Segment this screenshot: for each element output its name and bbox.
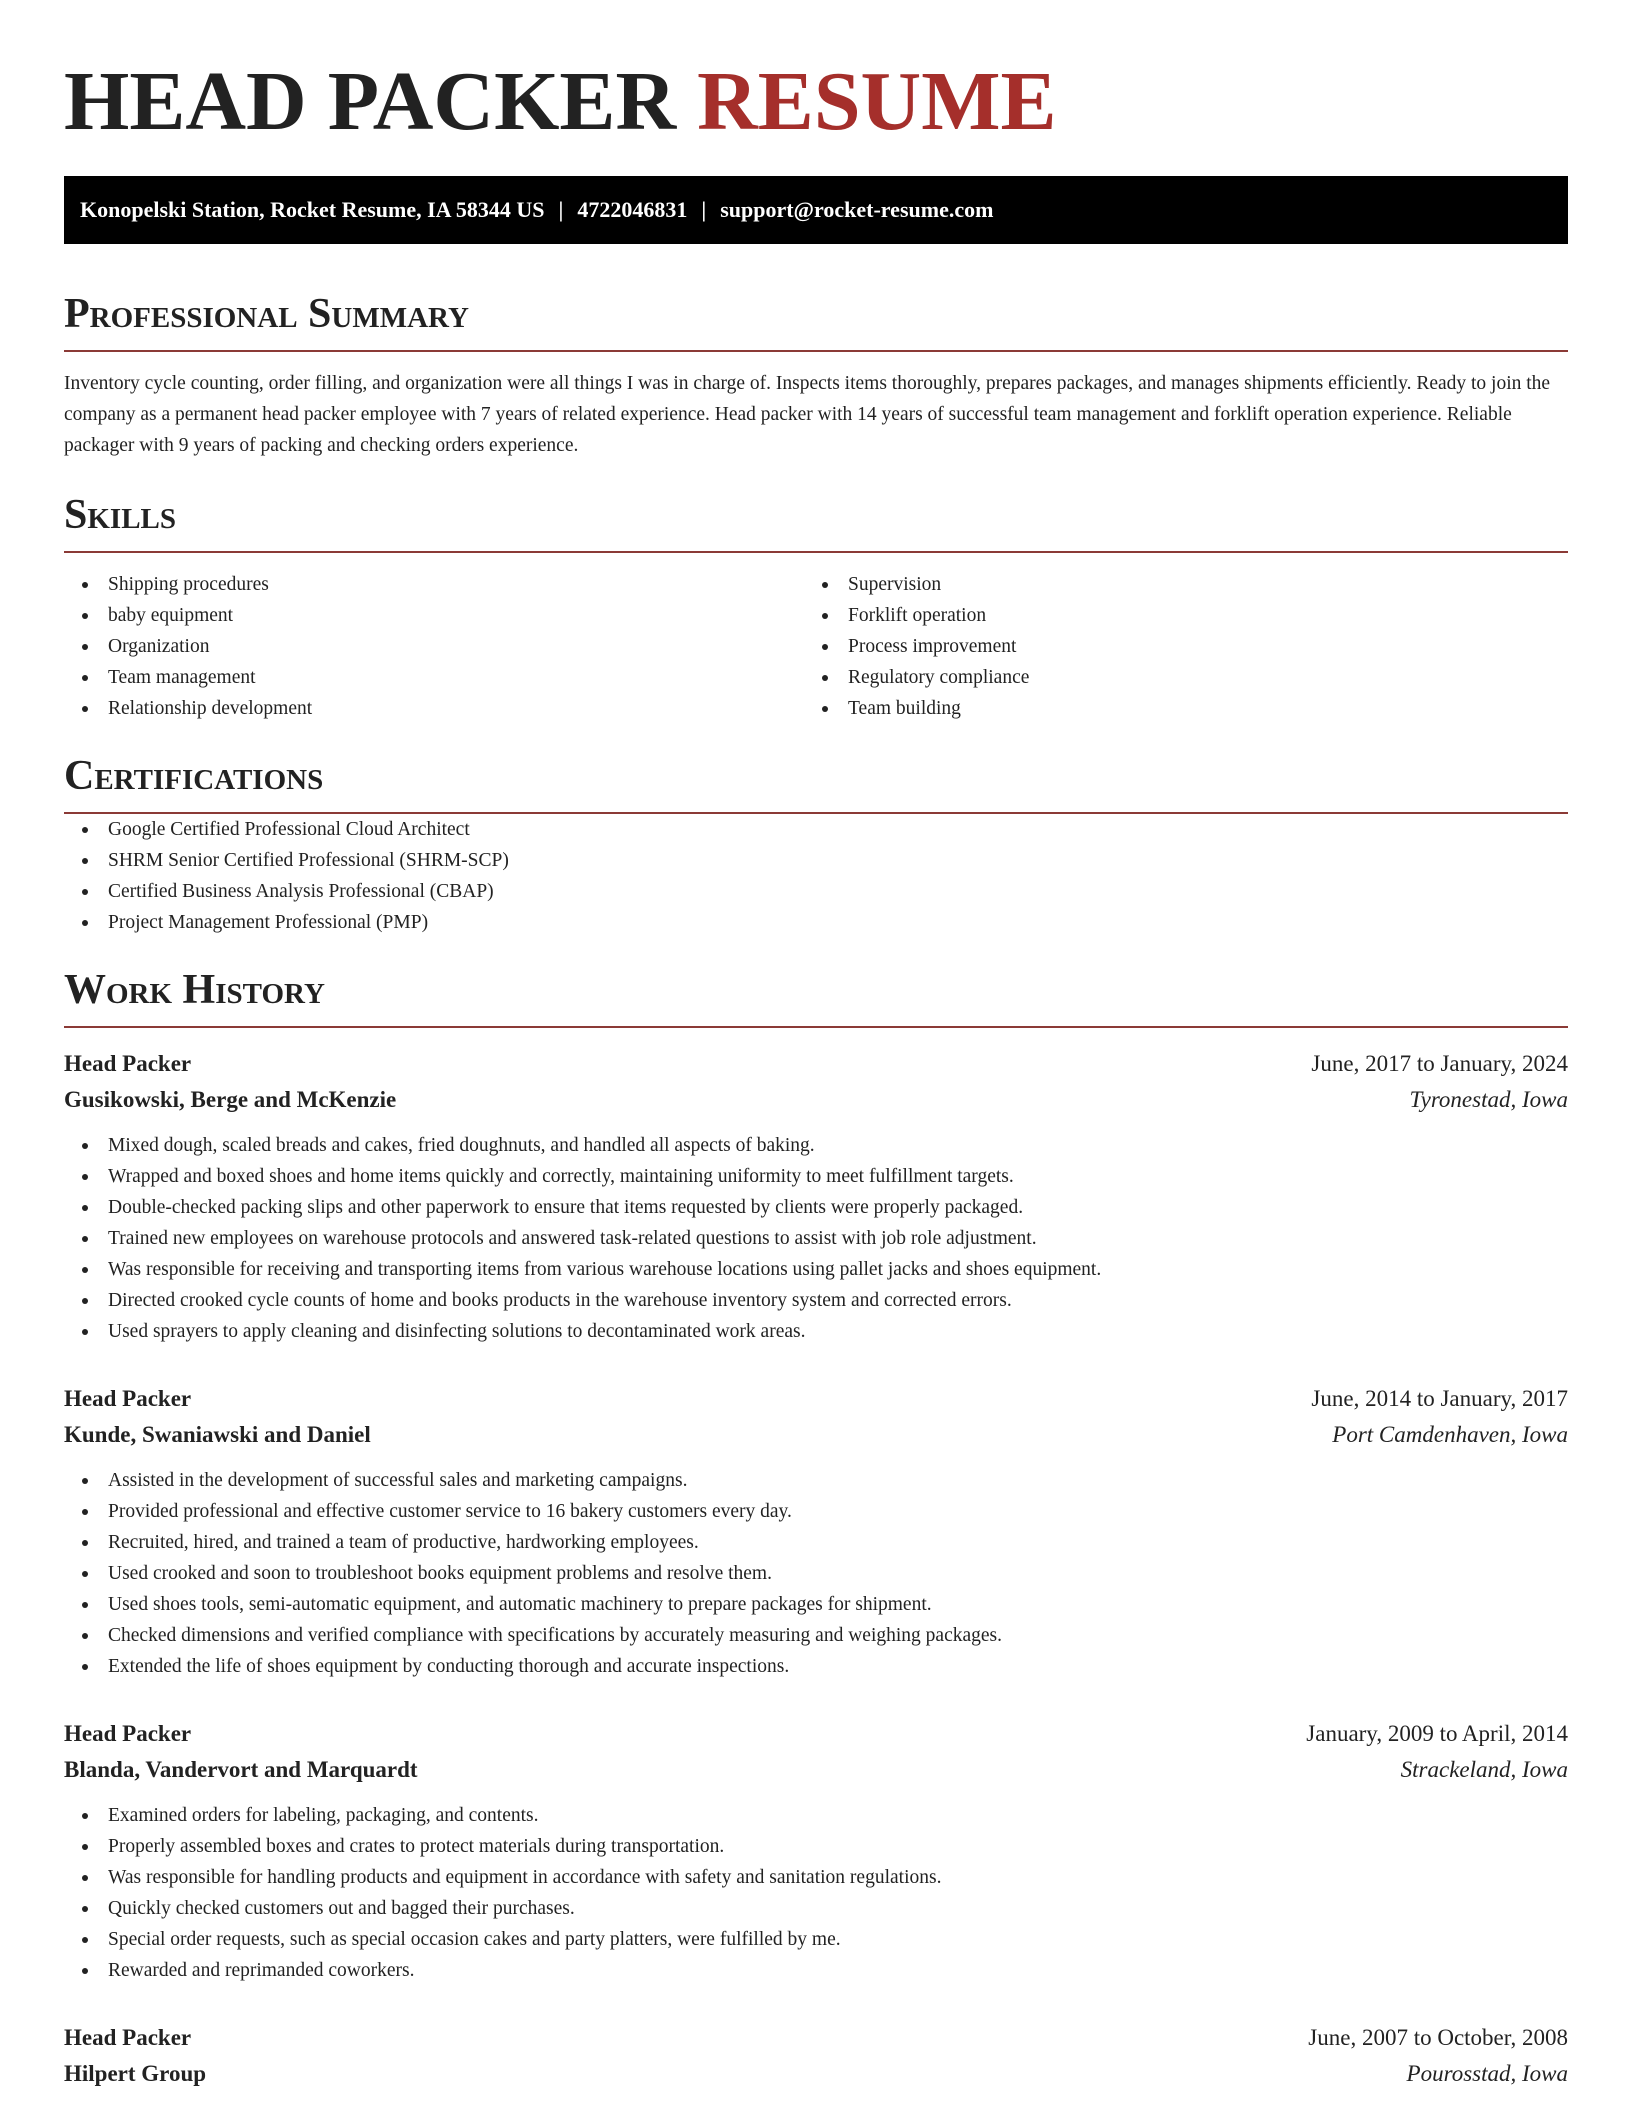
title-main: HEAD PACKER: [64, 55, 677, 148]
job-duty: Trained new employees on warehouse protocols and answered task-related questions to assist with job role adjustment.: [64, 1223, 1568, 1254]
job-duty: Checked dimensions and verified compliance with specifications by accurately measuring and weighing packages.: [64, 1620, 1568, 1651]
job-dates: June, 2014 to January, 2017: [1311, 1386, 1568, 1411]
job-duty: Was responsible for handling products and equipment in accordance with safety and sanitation regulations.: [64, 1862, 1568, 1893]
job-company: Kunde, Swaniawski and Daniel: [64, 1422, 371, 1447]
summary-text: Inventory cycle counting, order filling, and organization were all things I was in charge of. Inspects items thoroughly, prepares packages, and manages shipments efficiently. Ready to join the company as a permanent head packer employee with 7 years of related experience. Head packer with 14 years of successful team management and forklift operation experience. Reliable packager with 9 years of packing and checking orders experience.: [64, 373, 1551, 456]
job-duty: Used crooked and soon to troubleshoot books equipment problems and resolve them.: [64, 1558, 1568, 1589]
job-dates: June, 2017 to January, 2024: [1311, 1051, 1568, 1076]
section-divider: [64, 350, 1568, 352]
skill-item: Team building: [804, 693, 1544, 724]
skills-list-left: [64, 569, 804, 724]
summary-heading: Professional Summary: [64, 291, 469, 337]
skills-grid: [64, 569, 1568, 724]
skill-item: Relationship development: [64, 693, 804, 724]
job-header-row: [64, 1381, 1568, 1417]
job-entry: [64, 1381, 1568, 1682]
certification-item: Project Management Professional (PMP): [64, 907, 1568, 938]
contact-address: Konopelski Station, Rocket Resume, IA 58344 US: [80, 197, 545, 222]
job-duty: Rewarded and reprimanded coworkers.: [64, 1955, 1568, 1986]
work-history-heading: Work History: [64, 967, 325, 1013]
skill-item: Organization: [64, 631, 804, 662]
job-duty: Assisted in the development of successful sales and marketing campaigns.: [64, 1465, 1568, 1496]
job-duty: Extended the life of shoes equipment by conducting thorough and accurate inspections.: [64, 1651, 1568, 1682]
job-duty: Was responsible for receiving and transporting items from various warehouse locations using pallet jacks and shoes equipment.: [64, 1254, 1568, 1285]
skill-item: Forklift operation: [804, 600, 1544, 631]
certifications-list: [64, 814, 1568, 938]
job-location: Strackeland, Iowa: [1400, 1757, 1568, 1782]
resume-page: [64, 0, 1568, 2092]
skills-list-right: [804, 569, 1544, 724]
job-entry: [64, 2020, 1568, 2092]
job-duties-list: [64, 1800, 1568, 1986]
job-duty: Recruited, hired, and trained a team of productive, hardworking employees.: [64, 1527, 1568, 1558]
work-history-section: [64, 962, 1568, 2092]
job-duty: Used shoes tools, semi-automatic equipment, and automatic machinery to prepare packages for shipment.: [64, 1589, 1568, 1620]
skill-item: Regulatory compliance: [804, 662, 1544, 693]
job-company: Blanda, Vandervort and Marquardt: [64, 1757, 418, 1782]
title-accent: RESUME: [697, 55, 1057, 148]
job-company: Gusikowski, Berge and McKenzie: [64, 1087, 397, 1112]
job-dates: June, 2007 to October, 2008: [1308, 2025, 1568, 2050]
job-duty: Directed crooked cycle counts of home and books products in the warehouse inventory system and corrected errors.: [64, 1285, 1568, 1316]
job-title: Head Packer: [64, 1051, 192, 1076]
job-duties-list: [64, 1130, 1568, 1347]
job-location: Tyronestad, Iowa: [1409, 1087, 1568, 1112]
skill-item: Supervision: [804, 569, 1544, 600]
contact-phone: 4722046831: [577, 197, 688, 222]
contact-email: support@rocket-resume.com: [720, 197, 994, 222]
resume-title: [64, 0, 1568, 148]
skill-item: Team management: [64, 662, 804, 693]
skill-item: Process improvement: [804, 631, 1544, 662]
job-company-row: [64, 1752, 1568, 1788]
job-duty: Wrapped and boxed shoes and home items quickly and correctly, maintaining uniformity to meet fulfillment targets.: [64, 1161, 1568, 1192]
skill-item: baby equipment: [64, 600, 804, 631]
job-title: Head Packer: [64, 1721, 192, 1746]
certification-item: Certified Business Analysis Professional (CBAP): [64, 876, 1568, 907]
job-duty: Quickly checked customers out and bagged their purchases.: [64, 1893, 1568, 1924]
skill-item: Shipping procedures: [64, 569, 804, 600]
certifications-section: [64, 748, 1568, 938]
job-company-row: [64, 1417, 1568, 1453]
job-entry: [64, 1046, 1568, 1347]
job-company-row: [64, 1082, 1568, 1118]
skills-section: [64, 487, 1568, 724]
certification-item: Google Certified Professional Cloud Architect: [64, 814, 1568, 845]
job-duty: Used sprayers to apply cleaning and disinfecting solutions to decontaminated work areas.: [64, 1316, 1568, 1347]
job-duty: Provided professional and effective customer service to 16 bakery customers every day.: [64, 1496, 1568, 1527]
certification-item: SHRM Senior Certified Professional (SHRM-SCP): [64, 845, 1568, 876]
section-divider: [64, 551, 1568, 553]
skills-heading: Skills: [64, 492, 177, 538]
job-header-row: [64, 1046, 1568, 1082]
job-dates: January, 2009 to April, 2014: [1306, 1721, 1568, 1746]
job-duties-list: [64, 1465, 1568, 1682]
job-title: Head Packer: [64, 1386, 192, 1411]
job-header-row: [64, 1716, 1568, 1752]
contact-separator: |: [701, 197, 707, 222]
job-company: Hilpert Group: [64, 2061, 207, 2086]
job-duty: Properly assembled boxes and crates to protect materials during transportation.: [64, 1831, 1568, 1862]
job-duty: Mixed dough, scaled breads and cakes, fried doughnuts, and handled all aspects of baking.: [64, 1130, 1568, 1161]
contact-bar: [64, 176, 1568, 244]
section-divider: [64, 1026, 1568, 1028]
contact-separator: |: [558, 197, 564, 222]
job-location: Port Camdenhaven, Iowa: [1332, 1422, 1568, 1447]
summary-section: [64, 286, 1568, 461]
job-header-row: [64, 2020, 1568, 2056]
certifications-heading: Certifications: [64, 753, 324, 799]
job-entry: [64, 1716, 1568, 1986]
job-title: Head Packer: [64, 2025, 192, 2050]
job-company-row: [64, 2056, 1568, 2092]
job-duty: Special order requests, such as special occasion cakes and party platters, were fulfilled by me.: [64, 1924, 1568, 1955]
job-duty: Examined orders for labeling, packaging, and contents.: [64, 1800, 1568, 1831]
job-location: Pourosstad, Iowa: [1406, 2061, 1568, 2086]
job-duty: Double-checked packing slips and other paperwork to ensure that items requested by clients were properly packaged.: [64, 1192, 1568, 1223]
